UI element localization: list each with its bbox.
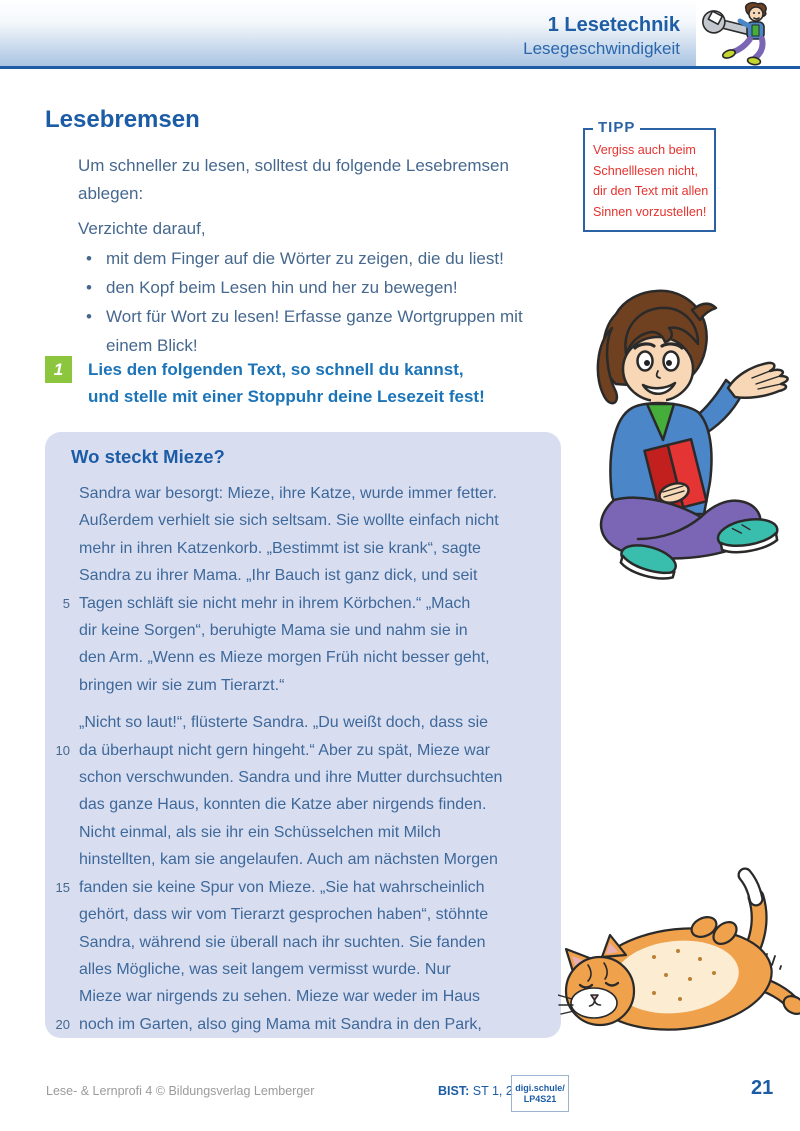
line-number: 15	[55, 879, 70, 895]
tip-text-line: dir den Text mit allen	[593, 184, 709, 198]
story-line	[53, 644, 549, 671]
tip-label: TIPP	[593, 119, 640, 136]
tip-text-line: Sinnen vorzustellen!	[593, 204, 707, 219]
digi-schule-url: digi.schule/	[515, 1082, 565, 1093]
line-number	[53, 764, 79, 791]
line-number	[53, 672, 79, 699]
story-line	[53, 956, 549, 983]
story-line-text: dir keine Sorgen“, beruhigte Mama sie und nahm sie in	[79, 622, 468, 640]
digi-schule-code-box	[511, 1075, 569, 1112]
child-with-wrench-icon	[696, 1, 792, 69]
page-title: Lesebremsen	[45, 106, 200, 133]
story-line	[53, 507, 549, 534]
story-line-text: Sandra war besorgt: Mieze, ihre Katze, wurde immer fetter.	[79, 485, 497, 502]
list-item: • mit dem Finger auf die Wörter zu zeigen, die du liest!	[84, 244, 562, 273]
story-line-text: gehört, dass wir vom Tierarzt gesprochen haben“, stöhnte	[79, 906, 489, 924]
story-line-text: „Nicht so laut!“, flüsterte Sandra. „Du weißt doch, dass sie	[79, 714, 489, 732]
story-line	[53, 874, 549, 901]
story-line	[53, 819, 549, 846]
story-line-text: Sandra, während sie überall nach ihr suchten. Sie fanden	[79, 933, 486, 951]
header-rule	[0, 66, 800, 69]
line-number	[53, 819, 79, 846]
story-line-text: das ganze Haus, konnten die Katze aber nirgends finden.	[79, 796, 487, 814]
story-line-text: Nicht einmal, als sie ihr ein Schüsselchen mit Milch	[79, 823, 441, 841]
story-line	[53, 1011, 549, 1038]
page-number: 21	[751, 1077, 774, 1099]
line-number	[53, 956, 79, 983]
story-line	[53, 764, 549, 791]
story-line	[53, 617, 549, 644]
list-item: • den Kopf beim Lesen hin und her zu bewegen!	[84, 273, 562, 302]
story-line	[53, 535, 549, 562]
bist-value: ST 1, 2	[472, 1084, 513, 1098]
line-number	[53, 846, 79, 873]
tip-box	[583, 119, 716, 232]
story-line	[53, 590, 549, 617]
imprint: Lese- & Lernprofi 4 © Bildungsverlag Lemberger	[46, 1084, 315, 1098]
header-band	[0, 0, 696, 66]
story-line-text: schon verschwunden. Sandra und ihre Mutter durchsuchten	[79, 769, 503, 787]
story-line	[53, 901, 549, 928]
intro-paragraph: Um schneller zu lesen, solltest du folgende Lesebremsen ablegen:	[78, 156, 509, 203]
story-line-text: fanden sie keine Spur von Mieze. „Sie hat wahrscheinlich	[79, 878, 485, 896]
story-line-text: Außerdem verhielt sie sich seltsam. Sie wollte einfach nicht	[79, 512, 499, 530]
line-number: 5	[62, 595, 70, 611]
task-number-badge: 1	[45, 356, 72, 383]
line-number	[53, 507, 79, 534]
line-number	[53, 617, 79, 644]
story-line	[53, 480, 549, 507]
task-instruction-line: Lies den folgenden Text, so schnell du kannst,	[88, 360, 464, 379]
story-line	[53, 929, 549, 956]
list-item: • Wort für Wort zu lesen! Erfasse ganze Wortgruppen mit einem Blick!	[84, 302, 562, 360]
fat-cat-lying-on-back-illustration	[558, 853, 800, 1053]
line-number	[53, 791, 79, 818]
line-number	[53, 644, 79, 671]
line-number	[53, 480, 79, 507]
story-line	[53, 562, 549, 589]
story-title: Wo steckt Mieze?	[71, 446, 225, 467]
story-line-text: Mieze war nirgends zu sehen. Mieze war weder im Haus	[79, 988, 481, 1006]
story-line-text: Tagen schläft sie nicht mehr in ihrem Körbchen.“ „Mach	[79, 594, 471, 612]
line-number: 10	[55, 742, 70, 758]
line-number: 20	[55, 1016, 70, 1032]
line-number	[53, 901, 79, 928]
lesebremsen-list	[84, 244, 562, 360]
bist-label: BIST:	[438, 1084, 470, 1098]
task-1	[45, 356, 485, 410]
line-number	[53, 562, 79, 589]
story-line	[53, 737, 549, 764]
digi-schule-code: LP4S21	[523, 1093, 557, 1104]
task-instruction	[88, 356, 485, 410]
task-instruction-line: und stelle mit einer Stoppuhr deine Lesezeit fest!	[88, 387, 485, 406]
story-line-text: da überhaupt nicht gern hingeht.“ Aber zu spät, Mieze war	[79, 741, 490, 759]
line-number	[53, 535, 79, 562]
story-line-text: den Arm. „Wenn es Mieze morgen Früh nicht besser geht,	[79, 649, 490, 667]
lead-in-paragraph: Verzichte darauf,	[78, 219, 206, 238]
story-line	[53, 709, 549, 736]
line-number	[53, 983, 79, 1010]
story-line-text: hinstellten, kam sie angelaufen. Auch am nächsten Morgen	[79, 851, 498, 869]
story-line-text: noch im Garten, also ging Mama mit Sandra in den Park,	[79, 1015, 482, 1033]
line-number	[53, 709, 79, 736]
story-line	[53, 672, 549, 699]
reading-text-box	[45, 432, 561, 1038]
bist-reference	[438, 1084, 513, 1098]
line-number	[53, 929, 79, 956]
tip-text-line: Vergiss auch beim	[593, 143, 696, 157]
story-line	[53, 846, 549, 873]
chapter-title: 1 Lesetechnik	[547, 14, 680, 36]
tip-text-line: Schnelllesen nicht,	[593, 163, 699, 178]
story-line-text: Sandra zu ihrer Mama. „Ihr Bauch ist ganz dick, und seit	[79, 567, 478, 585]
story-line-text: bringen wir sie zum Tierarzt.“	[79, 676, 285, 694]
story-line	[53, 983, 549, 1010]
story-line-text: mehr in ihren Katzenkorb. „Bestimmt ist sie krank“, sagte	[79, 539, 481, 557]
section-title: Lesegeschwindigkeit	[523, 39, 680, 58]
story-line-text: alles Mögliche, was seit langem vermisst wurde. Nur	[79, 960, 451, 978]
story-line	[53, 791, 549, 818]
child-reading-book-illustration	[552, 286, 798, 586]
